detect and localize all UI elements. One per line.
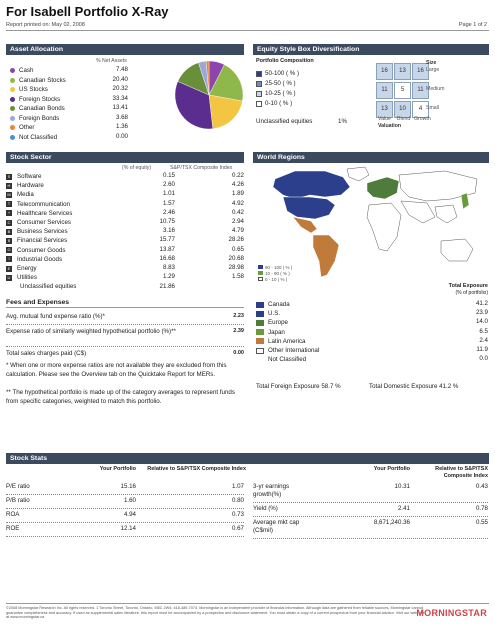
asset-row <box>10 104 65 113</box>
asset-value: 13.41 <box>112 104 128 111</box>
sector-equity-value: 1.29 <box>162 273 175 281</box>
region-label: U.S. <box>268 310 281 318</box>
stat-divider <box>253 502 488 503</box>
world-legend-10-90: 10 - 90 ( % ) <box>258 271 292 277</box>
sector-row <box>6 273 37 282</box>
sector-equity-value: 1.57 <box>162 199 175 207</box>
region-value: 11.9 <box>476 346 488 353</box>
sector-index-value: 0.65 <box>231 245 244 253</box>
fees-note-1: * When one or more expense ratios are not available they are excluded from this calculation. Please see the Overview tab on the Quicktake Report for MERs. <box>6 362 227 378</box>
sector-index-value: 2.94 <box>231 218 244 225</box>
sector-row <box>6 246 66 255</box>
media-icon: M <box>7 191 11 197</box>
sector-col-index: S&P/TSX Composite Index <box>170 165 233 171</box>
sector-equity-value: 15.77 <box>159 236 175 244</box>
stat-divider <box>253 516 488 517</box>
stat-portfolio-value: 10.31 <box>394 483 410 490</box>
legend-swatch <box>256 81 262 87</box>
asset-label: Foreign Stocks <box>19 95 61 103</box>
asset-row <box>10 85 48 94</box>
sector-row <box>6 200 70 209</box>
asset-allocation-header: Asset Allocation <box>6 44 244 55</box>
region-label: Japan <box>268 328 285 336</box>
region-swatch <box>256 329 264 335</box>
stat-label: ROA <box>6 511 20 518</box>
asset-color-dot <box>10 68 15 73</box>
divider <box>6 346 244 347</box>
hyp-expense-value: 2.39 <box>233 328 244 334</box>
col-label-growth: Growth <box>414 116 431 122</box>
row-label-small: Small <box>426 105 439 111</box>
stat-divider <box>6 536 244 537</box>
hardware-icon: H <box>7 182 11 188</box>
business-services-icon: B <box>7 228 11 234</box>
style-box-cell: 11 <box>376 82 393 99</box>
row-label-medium: Medium <box>426 86 445 92</box>
stock-sector-header: Stock Sector <box>6 152 244 163</box>
asset-color-dot <box>10 87 15 92</box>
consumer-services-icon: C <box>7 219 11 225</box>
unclassified-equities-value: 1% <box>338 118 347 125</box>
legend-0-10: 0-10 ( % ) <box>256 99 292 108</box>
asset-color-dot <box>10 78 15 83</box>
asset-value: 0.00 <box>115 132 128 140</box>
sector-row <box>6 264 37 273</box>
region-label: Canada <box>268 301 290 308</box>
stats-col-portfolio-left: Your Portfolio <box>99 466 136 472</box>
utilities-icon: U <box>7 274 11 280</box>
sector-label: Consumer Services <box>17 219 71 226</box>
region-row <box>256 346 319 355</box>
asset-value: 7.48 <box>115 66 128 73</box>
stock-stats-header: Stock Stats <box>6 453 489 464</box>
region-row <box>256 300 290 309</box>
valuation-label: Valuation <box>378 123 402 129</box>
sector-equity-value: 10.75 <box>159 218 175 225</box>
asset-label: US Stocks <box>19 86 48 93</box>
asset-label: Cash <box>19 67 34 74</box>
sector-label: Media <box>17 191 34 199</box>
sector-label: Financial Services <box>17 237 68 245</box>
sector-row <box>6 181 44 190</box>
asset-label: Canadian Stocks <box>19 76 66 84</box>
sector-equity-value: 16.68 <box>159 254 175 262</box>
asset-label: Foreign Bonds <box>19 114 60 122</box>
sector-row <box>6 190 34 199</box>
stat-index-value: 0.67 <box>231 525 244 532</box>
stat-label: Average mkt cap (C$mil) <box>253 519 300 534</box>
sector-row <box>6 236 67 245</box>
pie-slice-us-stocks <box>209 95 242 129</box>
stat-index-value: 0.80 <box>231 497 244 504</box>
page-number: Page 1 of 2 <box>458 22 487 28</box>
fees-header: Fees and Expenses <box>6 297 244 308</box>
stat-label: ROE <box>6 525 20 532</box>
asset-row <box>10 133 57 142</box>
legend-swatch <box>256 91 262 97</box>
stat-label: Yield (%) <box>253 505 278 512</box>
sector-equity-value: 8.83 <box>162 264 175 271</box>
region-swatch <box>256 338 264 344</box>
style-box-cell: 13 <box>376 101 393 118</box>
total-exposure-sub: (% of portfolio) <box>455 290 488 296</box>
stat-index-value: 1.07 <box>231 483 244 490</box>
asset-value: 20.32 <box>112 85 128 92</box>
asset-color-dot <box>10 125 15 130</box>
asset-row <box>10 114 59 123</box>
style-box-cell: 10 <box>394 101 411 118</box>
sector-index-value: 0.22 <box>231 172 244 179</box>
stat-index-value: 0.55 <box>475 519 488 526</box>
sector-index-value: 4.92 <box>231 199 244 207</box>
region-row <box>256 337 306 346</box>
stat-divider <box>6 522 244 523</box>
fees-note-2: ** The hypothetical portfolio is made up of the category averages to represent funds from specific categories, weighted to match this portfolio. <box>6 389 235 405</box>
asset-value: 1.36 <box>115 123 128 130</box>
sector-index-value: 4.26 <box>231 181 244 189</box>
sector-row <box>6 255 62 264</box>
asset-label: Canadian Bonds <box>19 105 65 112</box>
stat-index-value: 0.78 <box>475 505 488 512</box>
style-box-cell: 13 <box>394 63 411 80</box>
sector-row <box>6 218 71 227</box>
region-row <box>256 318 288 327</box>
style-box-cell: 5 <box>394 82 411 99</box>
sector-index-value: 4.79 <box>231 227 244 235</box>
footer-divider <box>6 603 489 604</box>
asset-color-dot <box>10 106 15 111</box>
sector-equity-value: 1.01 <box>162 190 175 198</box>
region-label: Europe <box>268 319 288 327</box>
world-legend-0-10: 0 - 10 ( % ) <box>258 277 292 283</box>
legend-swatch <box>256 101 262 107</box>
sector-unclassified-value: 21.86 <box>159 283 175 290</box>
stat-portfolio-value: 15.16 <box>120 483 136 490</box>
consumer-goods-icon: G <box>7 247 11 253</box>
sector-label: Hardware <box>17 182 44 190</box>
asset-row <box>10 76 66 85</box>
legend-swatch <box>256 71 262 77</box>
region-swatch <box>256 302 264 308</box>
sector-index-value: 1.89 <box>231 190 244 198</box>
style-box-header: Equity Style Box Diversification <box>253 44 489 55</box>
region-value: 14.0 <box>475 318 488 326</box>
hyp-expense-label: Expense ratio of similarly weighted hypothetical portfolio (%)** <box>6 328 176 335</box>
asset-value: 20.40 <box>112 75 128 83</box>
page-title: For Isabell Portfolio X-Ray <box>6 4 169 19</box>
sector-equity-value: 2.46 <box>162 208 175 216</box>
sector-index-value: 28.26 <box>228 236 244 244</box>
healthcare-services-icon: + <box>7 210 11 216</box>
stats-col-index-right: Relative to S&P/TSX Composite Index <box>435 466 488 479</box>
stat-label: P/E ratio <box>6 483 30 490</box>
sector-equity-value: 13.87 <box>159 245 175 253</box>
stat-divider <box>6 494 244 495</box>
region-value: 6.5 <box>479 327 488 335</box>
header-divider <box>6 30 489 31</box>
sector-unclassified-label: Unclassified equities <box>20 283 77 290</box>
footer-disclaimer: ©2008 Morningstar Research Inc. All rights reserved. 1 Toronto Street, Toronto, Ontario, M5C 2W4; 416-489-7074. Morningstar is an independent provider of financial information. Although data are gathered from reliable sources, Morningstar cannot guarantee completeness and accuracy. If used as supplemental sales literature, this report must be accompanied by a prospectus and disclosure statement. You must obtain a copy of a current prospectus from your financial advisor. Visit our web site at www.morningstar.ca <box>6 606 425 620</box>
sector-row <box>6 227 68 236</box>
region-value: 41.2 <box>475 300 488 307</box>
divider <box>6 324 244 325</box>
sector-label: Business Services <box>17 228 68 236</box>
sales-charges-label: Total sales charges paid (C$) <box>6 350 87 357</box>
financial-services-icon: $ <box>7 237 11 243</box>
region-value: 0.0 <box>479 355 488 363</box>
style-box-cell: 11 <box>412 82 429 99</box>
avg-expense-value: 2.23 <box>233 313 244 319</box>
style-box-cell: 4 <box>412 101 429 118</box>
total-exposure-header: Total Exposure <box>448 283 488 289</box>
sector-equity-value: 2.60 <box>162 181 175 189</box>
sector-row <box>6 209 72 218</box>
sector-label: Energy <box>17 265 37 272</box>
unclassified-equities-label: Unclassified equities <box>256 118 313 125</box>
stat-index-value: 0.73 <box>231 511 244 518</box>
stat-portfolio-value: 12.14 <box>120 525 136 532</box>
industrial-goods-icon: I <box>6 256 12 262</box>
sector-index-value: 28.98 <box>228 264 244 271</box>
stat-label: 3-yr earnings growth(%) <box>253 483 290 498</box>
region-label: Other International <box>268 347 320 354</box>
region-value: 23.9 <box>475 309 488 317</box>
region-swatch-empty <box>256 357 264 363</box>
legend-10-25: 10-25 ( % ) <box>256 89 296 98</box>
software-icon: S <box>7 173 11 179</box>
sector-index-value: 1.58 <box>231 273 244 281</box>
row-label-large: Large <box>426 67 440 73</box>
style-box-cell: 16 <box>376 63 393 80</box>
asset-color-dot <box>10 135 15 140</box>
asset-color-dot <box>10 116 15 121</box>
world-legend-90-100: 90 - 100 ( % ) <box>258 265 292 271</box>
morningstar-logo: MORNINGSTAR <box>416 608 487 618</box>
asset-color-dot <box>10 97 15 102</box>
stat-index-value: 0.43 <box>475 483 488 490</box>
world-regions-header: World Regions <box>253 152 489 163</box>
stat-label: P/B ratio <box>6 497 30 504</box>
style-box-cell: 16 <box>412 63 429 80</box>
sector-index-value: 0.42 <box>231 208 244 216</box>
asset-label: Other <box>19 124 35 131</box>
total-foreign-exposure: Total Foreign Exposure 58.7 % <box>256 383 341 390</box>
region-row <box>256 328 285 337</box>
stats-col-index-left: Relative to S&P/TSX Composite Index <box>147 466 246 472</box>
sector-col-equity: (% of equity) <box>122 165 152 171</box>
stat-divider <box>6 508 244 509</box>
size-label: Size <box>426 60 437 66</box>
region-label: Not Classified <box>268 356 307 364</box>
asset-label: Not Classified <box>19 133 58 141</box>
total-domestic-exposure: Total Domestic Exposure 41.2 % <box>369 383 459 390</box>
region-value: 2.4 <box>479 336 488 344</box>
sector-label: Healthcare Services <box>17 209 73 217</box>
region-label: Latin America <box>268 337 306 345</box>
asset-value: 3.68 <box>115 113 128 121</box>
region-row <box>256 355 306 364</box>
asset-row <box>10 95 60 104</box>
telecommunication-icon: T <box>7 201 11 207</box>
stat-portfolio-value: 1.60 <box>123 497 136 504</box>
col-label-value: Value <box>378 116 391 122</box>
sector-index-value: 20.68 <box>228 254 244 262</box>
legend-25-50: 25-50 ( % ) <box>256 79 296 88</box>
legend-50-100: 50-100 ( % ) <box>256 69 299 78</box>
asset-value: 33.34 <box>112 94 128 102</box>
sector-label: Software <box>17 173 42 180</box>
stat-portfolio-value: 4.94 <box>123 511 136 518</box>
stat-divider <box>253 538 488 539</box>
energy-icon: E <box>7 265 11 271</box>
sector-label: Telecommunication <box>17 200 70 208</box>
sector-label: Utilities <box>17 274 37 282</box>
net-assets-col-header: % Net Assets <box>96 58 127 64</box>
region-swatch <box>256 311 264 317</box>
printed-date: Report printed on: May 02, 2008 <box>6 22 85 28</box>
stats-col-portfolio-right: Your Portfolio <box>373 466 410 472</box>
sales-charges-value: 0.00 <box>233 350 244 356</box>
avg-expense-label: Avg. mutual fund expense ratio (%)* <box>6 313 105 320</box>
sector-label: Industrial Goods <box>17 255 63 263</box>
asset-row <box>10 123 34 132</box>
sector-label: Consumer Goods <box>17 246 66 254</box>
region-row <box>256 309 280 318</box>
world-legend <box>258 265 292 283</box>
sector-equity-value: 3.16 <box>162 227 175 235</box>
region-swatch <box>256 348 264 354</box>
region-swatch <box>256 320 264 326</box>
asset-allocation-pie-chart <box>172 58 246 132</box>
portfolio-composition-label: Portfolio Composition <box>256 58 314 64</box>
stat-portfolio-value: 8,671,240.36 <box>373 519 410 526</box>
col-label-blend: Blend <box>397 116 411 122</box>
stat-portfolio-value: 2.41 <box>397 505 410 512</box>
sector-equity-value: 0.15 <box>162 172 175 179</box>
asset-row <box>10 66 33 75</box>
sector-row <box>6 172 41 181</box>
